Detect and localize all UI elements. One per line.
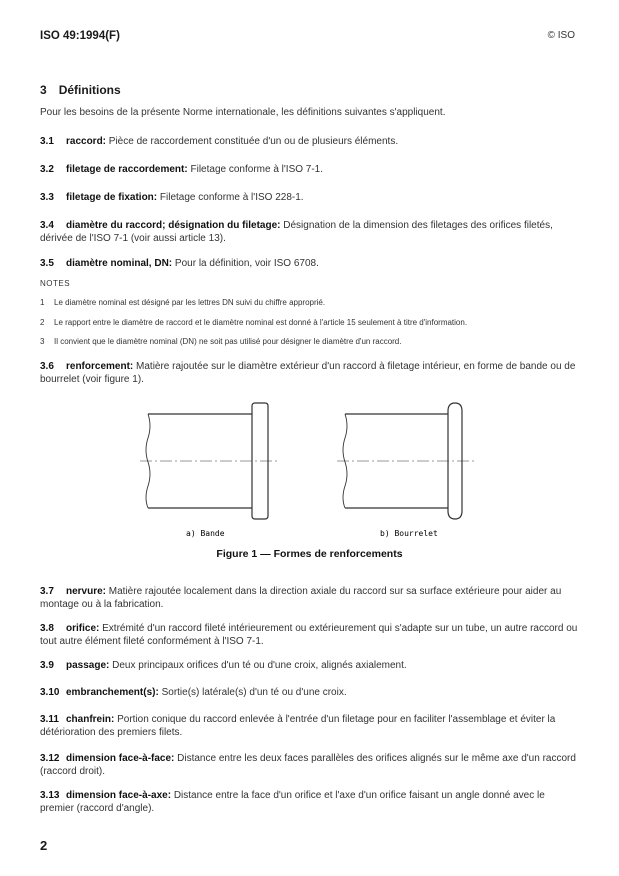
definition-3-8	[40, 623, 580, 648]
note-number: 1	[40, 298, 45, 307]
note-text: Le diamètre nominal est désigné par les lettres DN suivi du chiffre approprié.	[54, 298, 326, 307]
definition-text: Portion conique du raccord enlevée à l'entrée d'un filetage pour en faciliter l'assemblage et éviter la détérioration des premiers filets.	[40, 714, 556, 738]
definition-number: 3.2	[40, 164, 54, 175]
definition-text: Matière rajoutée localement dans la direction axiale du raccord sur sa surface extérieure pour aider au montage ou à la fabrication.	[40, 586, 562, 610]
figure-label-bead: b) Bourrelet	[380, 529, 438, 538]
definition-number: 3.11	[40, 714, 59, 725]
note-item	[40, 298, 580, 308]
definition-text: Pour la définition, voir ISO 6708.	[172, 258, 319, 269]
note-text: Il convient que le diamètre nominal (DN) ne soit pas utilisé pour désigner le diamètre d'un raccord.	[54, 337, 402, 346]
definition-text: Deux principaux orifices d'un té ou d'une croix, alignés axialement.	[109, 660, 407, 671]
definition-number: 3.3	[40, 192, 54, 203]
definition-term: raccord:	[66, 136, 107, 147]
definition-3-5	[40, 258, 580, 271]
definition-3-10	[40, 687, 580, 700]
reinforcement-figure	[0, 395, 619, 545]
definition-term: renforcement:	[66, 361, 134, 372]
definition-term: diamètre du raccord; désignation du filetage:	[66, 220, 281, 231]
intro-paragraph: Pour les besoins de la présente Norme internationale, les définitions suivantes s'appliquent.	[40, 107, 446, 118]
definition-term: orifice:	[66, 623, 100, 634]
definition-3-4	[40, 220, 580, 245]
definition-text: Désignation de la dimension des filetages des orifices filetés, dérivée de l'ISO 7-1 (voir aussi article 13).	[40, 220, 553, 244]
figure-label-band: a) Bande	[186, 529, 225, 538]
definition-term: chanfrein:	[66, 714, 115, 725]
notes-title: NOTES	[40, 279, 71, 288]
definition-term: dimension face-à-axe:	[66, 790, 172, 801]
definition-3-9	[40, 660, 580, 673]
definition-number: 3.5	[40, 258, 54, 269]
definition-number: 3.10	[40, 687, 60, 698]
band-fitting-drawing	[140, 403, 280, 519]
definition-term: filetage de raccordement:	[66, 164, 188, 175]
definition-3-6	[40, 361, 580, 386]
definition-3-2	[40, 164, 580, 177]
definition-number: 3.6	[40, 361, 54, 372]
note-number: 2	[40, 318, 45, 327]
definition-3-3	[40, 192, 580, 205]
definition-term: embranchement(s):	[66, 687, 159, 698]
definition-term: passage:	[66, 660, 110, 671]
definition-text: Distance entre la face d'un orifice et l'axe d'un orifice faisant un angle donné avec le premier (raccord d'angle).	[40, 790, 545, 814]
note-number: 3	[40, 337, 45, 346]
definition-number: 3.1	[40, 136, 54, 147]
section-title: Définitions	[58, 83, 121, 97]
definition-text: Distance entre les deux faces parallèles des orifices alignés sur le même axe d'un raccord (raccord droit).	[40, 753, 576, 777]
definition-3-7	[40, 586, 580, 611]
note-item	[40, 318, 580, 328]
definition-text: Filetage conforme à l'ISO 228-1.	[157, 192, 304, 203]
definition-number: 3.12	[40, 753, 60, 764]
note-item	[40, 337, 580, 347]
figure-caption: Figure 1 — Formes de renforcements	[216, 548, 403, 560]
definition-term: diamètre nominal, DN:	[66, 258, 173, 269]
definition-text: Sortie(s) latérale(s) d'un té ou d'une croix.	[158, 687, 347, 698]
definition-term: nervure:	[66, 586, 107, 597]
note-text: Le rapport entre le diamètre de raccord et le diamètre nominal est donné à l'article 15 seulement à titre d'information.	[54, 318, 468, 327]
definition-3-13	[40, 790, 580, 815]
definition-number: 3.4	[40, 220, 54, 231]
definition-3-1	[40, 136, 580, 149]
definition-3-11	[40, 714, 580, 739]
definition-text: Pièce de raccordement constituée d'un ou de plusieurs éléments.	[106, 136, 399, 147]
definition-number: 3.13	[40, 790, 60, 801]
definition-term: dimension face-à-face:	[66, 753, 175, 764]
page-number: 2	[40, 838, 48, 853]
definition-number: 3.8	[40, 623, 54, 634]
standard-header: ISO 49:1994(F)	[40, 30, 120, 42]
section-number: 3	[40, 83, 47, 97]
definition-term: filetage de fixation:	[66, 192, 158, 203]
definition-text: Matière rajoutée sur le diamètre extérieur d'un raccord à filetage intérieur, en forme de bande ou de bourrelet (voir figure 1).	[40, 361, 576, 385]
copyright-header: © ISO	[547, 30, 575, 41]
definition-number: 3.9	[40, 660, 54, 671]
section-heading	[40, 83, 121, 97]
definition-text: Extrémité d'un raccord fileté intérieurement ou extérieurement qui s'adapte sur un tube, un autre raccord ou tout autre élément fileté conformément à l'ISO 7-1.	[40, 623, 578, 647]
definition-text: Filetage conforme à l'ISO 7-1.	[187, 164, 324, 175]
bead-fitting-drawing	[337, 403, 475, 519]
definition-3-12	[40, 753, 580, 778]
definition-number: 3.7	[40, 586, 54, 597]
